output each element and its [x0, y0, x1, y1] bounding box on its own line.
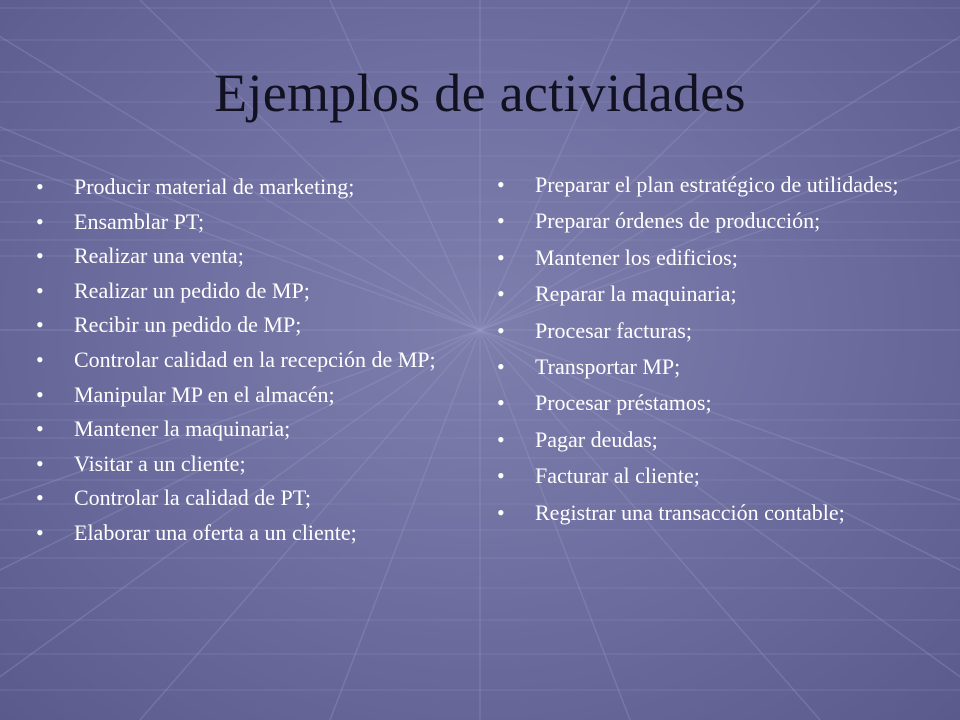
list-item-text: Preparar órdenes de producción;: [535, 208, 821, 234]
right-activity-list: [497, 173, 937, 537]
bullet-icon: •: [36, 312, 44, 338]
list-item-text: Ensamblar PT;: [74, 208, 205, 234]
bullet-icon: •: [36, 346, 44, 372]
list-item: [36, 175, 456, 199]
list-item-text: Elaborar una oferta a un cliente;: [74, 519, 357, 545]
list-item: [36, 383, 456, 407]
list-item-text: Manipular MP en el almacén;: [74, 381, 335, 407]
bullet-icon: •: [497, 172, 505, 197]
list-item: [497, 501, 937, 525]
bullet-icon: •: [36, 243, 44, 269]
list-item-text: Mantener la maquinaria;: [74, 416, 291, 442]
list-item: [497, 464, 937, 488]
list-item: [497, 355, 937, 379]
bullet-icon: •: [497, 208, 505, 234]
bullet-icon: •: [497, 463, 505, 489]
list-item: [36, 452, 456, 476]
list-item: [36, 244, 456, 268]
list-item-text: Facturar al cliente;: [535, 463, 700, 489]
list-item-text: Procesar préstamos;: [535, 390, 712, 416]
slide-title: Ejemplos de actividades: [214, 63, 746, 123]
bullet-icon: •: [36, 416, 44, 442]
list-item-text: Transportar MP;: [535, 353, 681, 379]
bullet-icon: •: [36, 277, 44, 303]
bullet-icon: •: [497, 317, 505, 343]
list-item-text: Mantener los edificios;: [535, 244, 738, 270]
list-item: [497, 428, 937, 452]
list-item-text: Realizar una venta;: [74, 243, 244, 269]
list-item: [36, 210, 456, 234]
list-item: [36, 348, 456, 372]
left-activity-list: [36, 175, 456, 556]
list-item-text: Realizar un pedido de MP;: [74, 277, 310, 303]
list-item: [497, 282, 937, 306]
list-item: [497, 209, 937, 233]
bullet-icon: •: [36, 485, 44, 511]
list-item: [36, 417, 456, 441]
bullet-icon: •: [497, 244, 505, 270]
bullet-icon: •: [497, 390, 505, 416]
list-item-text: Reparar la maquinaria;: [535, 281, 737, 307]
bullet-icon: •: [36, 519, 44, 545]
bullet-icon: •: [497, 281, 505, 307]
list-item-text: Pagar deudas;: [535, 426, 658, 452]
list-item: [36, 279, 456, 303]
list-item: [36, 521, 456, 545]
list-item-text: Controlar la calidad de PT;: [74, 485, 312, 511]
list-item-text: Registrar una transacción contable;: [535, 499, 845, 525]
list-item: [36, 486, 456, 510]
bullet-icon: •: [36, 208, 44, 234]
bullet-icon: •: [497, 353, 505, 379]
list-item-text: Visitar a un cliente;: [74, 450, 246, 476]
list-item-text: Producir material de marketing;: [74, 174, 355, 199]
bullet-icon: •: [36, 381, 44, 407]
list-item-text: Procesar facturas;: [535, 317, 692, 343]
list-item-text: Controlar calidad en la recepción de MP;: [74, 346, 436, 372]
list-item: [36, 313, 456, 337]
list-item: [497, 319, 937, 343]
bullet-icon: •: [36, 450, 44, 476]
list-item: [497, 246, 937, 270]
list-item-text: Recibir un pedido de MP;: [74, 312, 302, 338]
list-item: [497, 391, 937, 415]
bullet-icon: •: [497, 426, 505, 452]
list-item-text: Preparar el plan estratégico de utilidades;: [535, 172, 899, 197]
bullet-icon: •: [36, 174, 44, 199]
list-item: [497, 173, 937, 197]
bullet-icon: •: [497, 499, 505, 525]
